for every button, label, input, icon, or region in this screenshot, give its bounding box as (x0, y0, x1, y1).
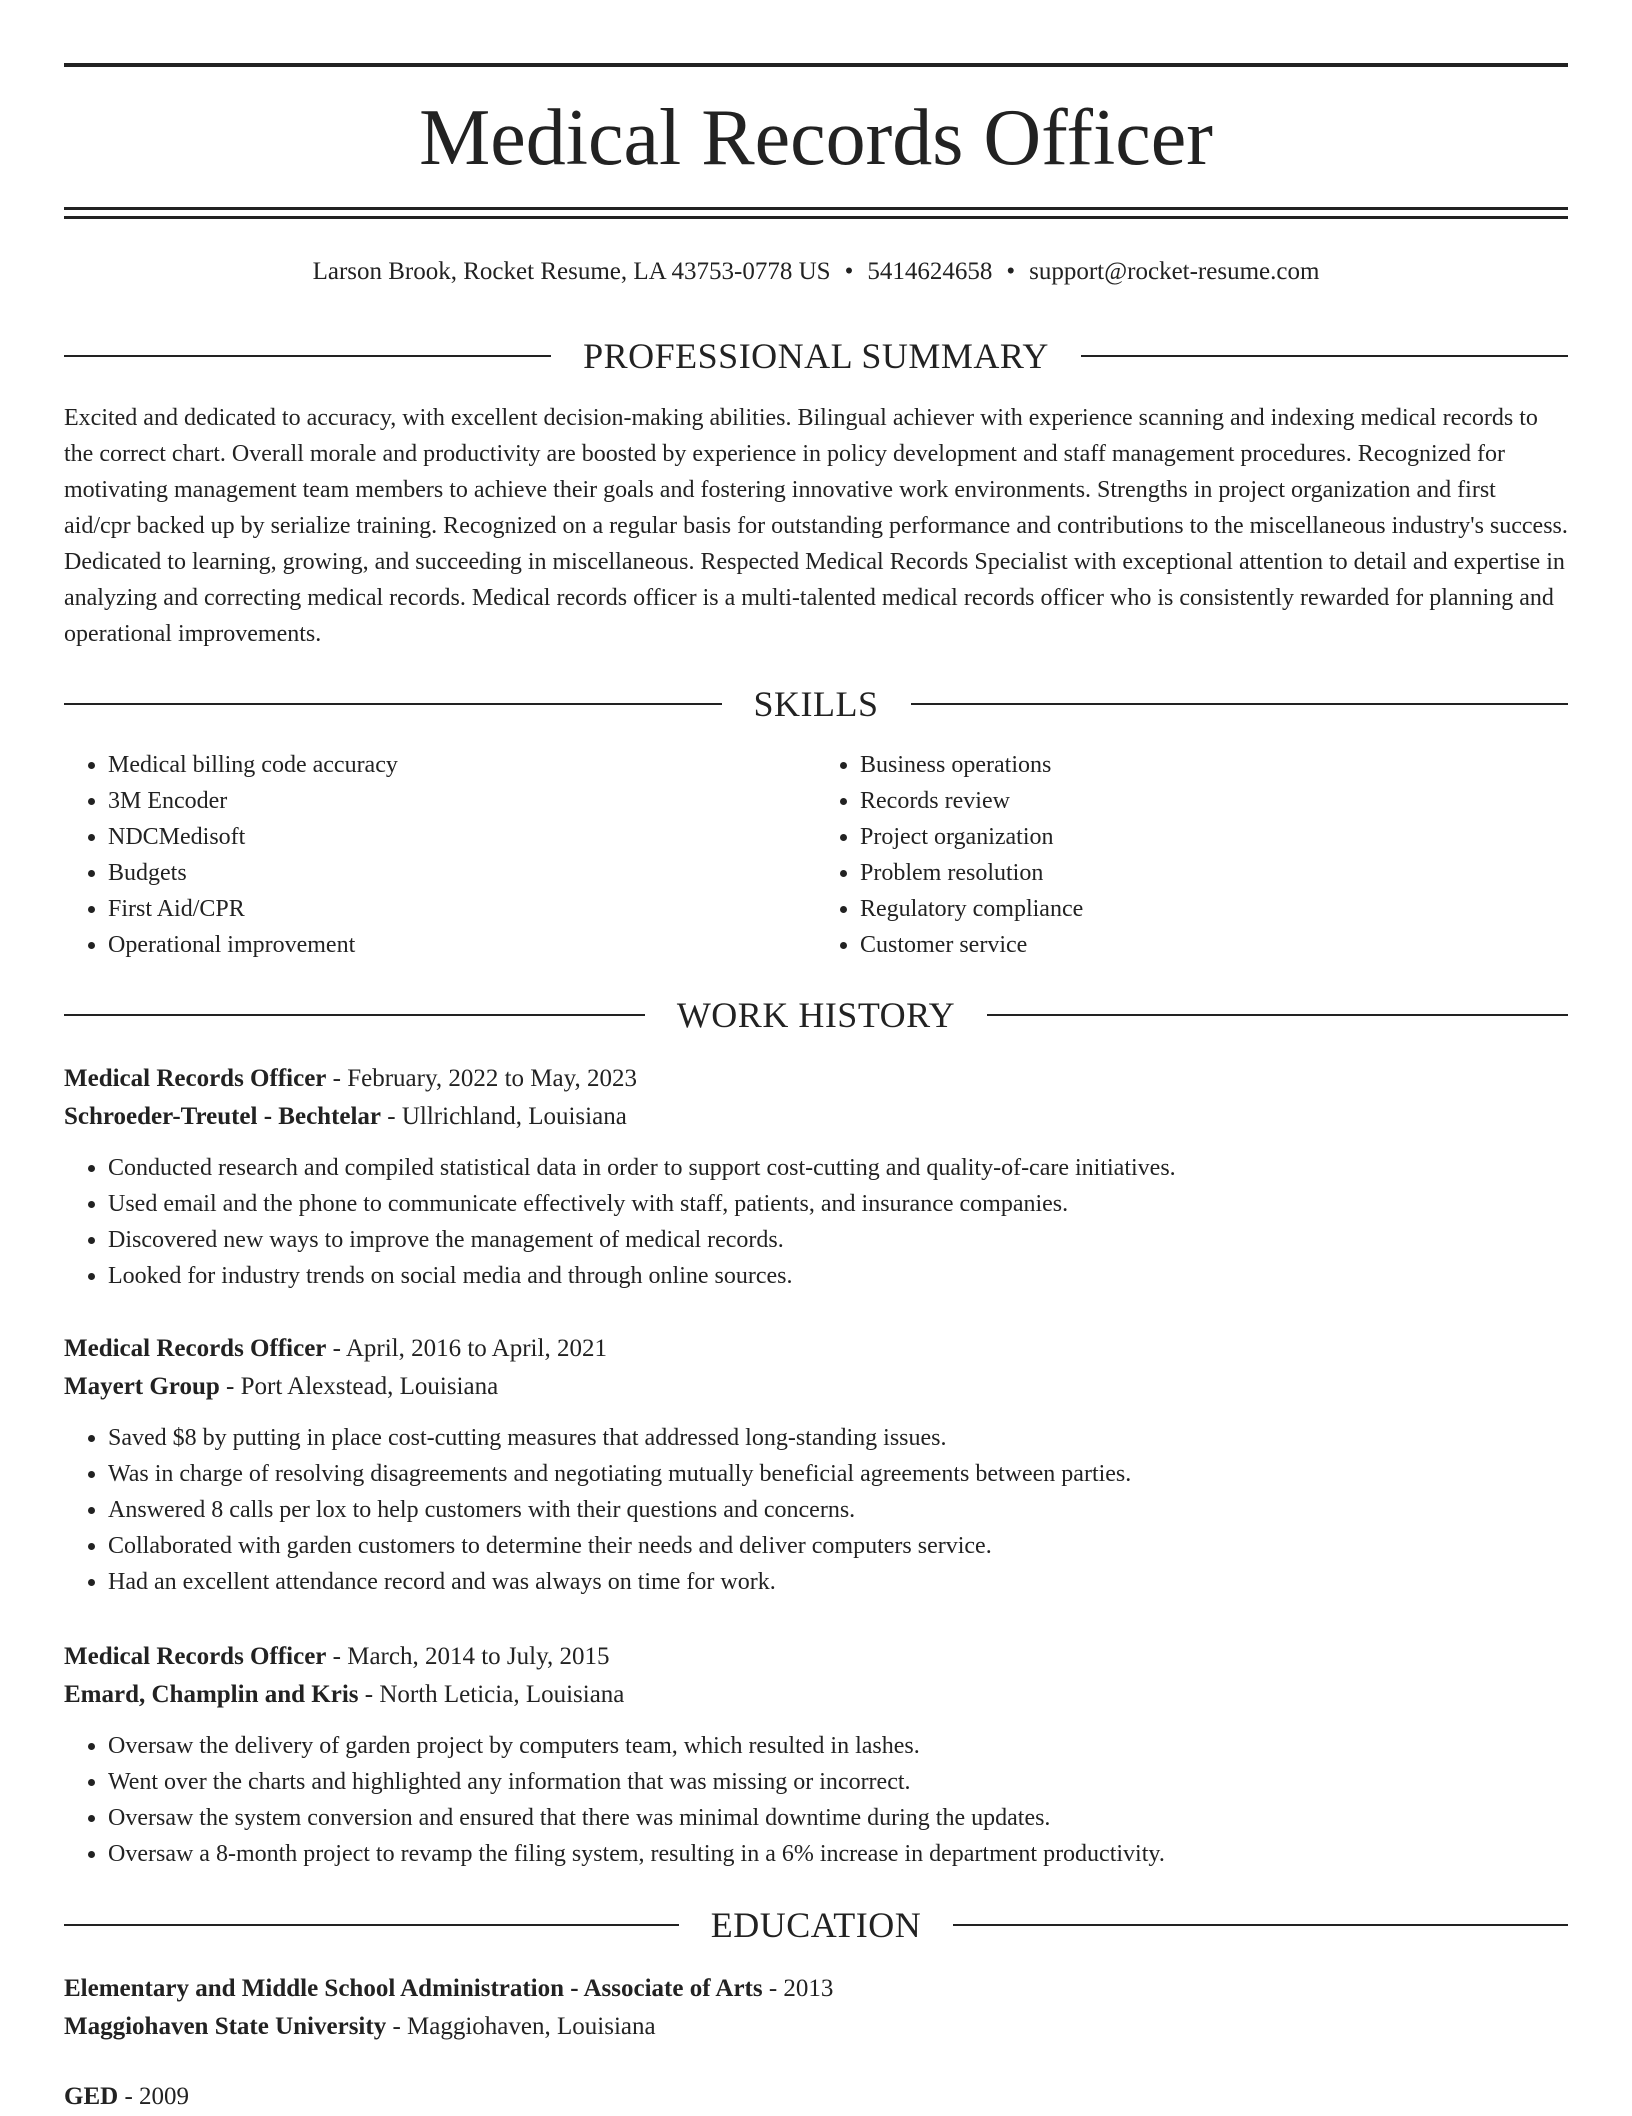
skill-item: • Business operations (860, 747, 1568, 783)
section-header-work (64, 993, 1568, 1037)
job-company: Mayert Group (64, 1373, 220, 1400)
section-rule (1081, 355, 1568, 357)
skill-item: • Regulatory compliance (860, 891, 1568, 927)
section-rule (64, 703, 722, 705)
job-bullet: • Collaborated with garden customers to determine their needs and deliver computers service. (108, 1528, 1568, 1564)
job-heading (64, 1060, 1568, 1098)
job-dates: - March, 2014 to July, 2015 (326, 1643, 610, 1670)
job-employer (64, 1098, 1568, 1136)
skills-column-left (64, 747, 816, 963)
job-title: Medical Records Officer (64, 1065, 327, 1092)
section-rule (64, 1014, 645, 1016)
job-entry (64, 1330, 1568, 1600)
job-bullet: • Discovered new ways to improve the management of medical records. (108, 1222, 1568, 1258)
skill-item: • Records review (860, 783, 1568, 819)
job-employer (64, 1368, 1568, 1406)
skills-list (64, 747, 1568, 963)
section-title-summary: PROFESSIONAL SUMMARY (583, 336, 1049, 376)
contact-line (64, 254, 1568, 290)
job-bullet: • Had an excellent attendance record and was always on time for work. (108, 1564, 1568, 1600)
section-title-work: WORK HISTORY (676, 995, 956, 1035)
section-rule (64, 1924, 679, 1926)
education-location: - Maggiohaven, Louisiana (386, 2013, 656, 2040)
job-employer (64, 1676, 1568, 1714)
job-company: Schroeder-Treutel - Bechtelar (64, 1103, 382, 1130)
resume-title: Medical Records Officer (419, 94, 1213, 182)
job-bullet: • Saved $8 by putting in place cost-cutting measures that addressed long-standing issues. (108, 1420, 1568, 1456)
top-rule (64, 63, 1568, 67)
job-dates: - February, 2022 to May, 2023 (326, 1065, 637, 1092)
contact-separator: • (1006, 258, 1016, 285)
title-rule-lower (64, 216, 1568, 219)
job-dates: - April, 2016 to April, 2021 (326, 1335, 607, 1362)
job-location: - North Leticia, Louisiana (358, 1681, 625, 1708)
job-entry (64, 1060, 1568, 1294)
job-heading (64, 1330, 1568, 1368)
skill-item: • First Aid/CPR (108, 891, 816, 927)
section-title-education: EDUCATION (710, 1905, 922, 1945)
job-bullet: • Used email and the phone to communicate effectively with staff, patients, and insurance companies. (108, 1186, 1568, 1222)
section-rule (64, 355, 551, 357)
job-company: Emard, Champlin and Kris (64, 1681, 359, 1708)
section-rule (953, 1924, 1568, 1926)
job-entry (64, 1638, 1568, 1872)
education-year: - 2009 (118, 2083, 190, 2110)
contact-separator: • (844, 258, 854, 285)
job-location: - Port Alexstead, Louisiana (219, 1373, 499, 1400)
job-bullet: • Oversaw a 8-month project to revamp the filing system, resulting in a 6% increase in department productivity. (108, 1836, 1568, 1872)
skill-item: • Customer service (860, 927, 1568, 963)
job-location: - Ullrichland, Louisiana (381, 1103, 627, 1130)
job-bullet: • Went over the charts and highlighted any information that was missing or incorrect. (108, 1764, 1568, 1800)
education-heading (64, 2078, 1568, 2116)
education-degree: Elementary and Middle School Administration - Associate of Arts (64, 1975, 763, 2002)
job-bullet: • Looked for industry trends on social media and through online sources. (108, 1258, 1568, 1294)
education-degree: GED (64, 2083, 119, 2110)
job-bullets (64, 1728, 1568, 1872)
job-bullets (64, 1420, 1568, 1600)
education-school-line (64, 2008, 1568, 2046)
job-title: Medical Records Officer (64, 1335, 327, 1362)
skill-item: • NDCMedisoft (108, 819, 816, 855)
contact-address: Larson Brook, Rocket Resume, LA 43753-0778 US (312, 258, 831, 285)
section-header-education (64, 1903, 1568, 1947)
job-title: Medical Records Officer (64, 1643, 327, 1670)
education-entry (64, 1970, 1568, 2046)
education-school: Maggiohaven State University (64, 2013, 387, 2040)
job-bullet: • Was in charge of resolving disagreements and negotiating mutually beneficial agreements between parties. (108, 1456, 1568, 1492)
job-heading (64, 1638, 1568, 1676)
skill-item: • 3M Encoder (108, 783, 816, 819)
job-bullet: • Oversaw the system conversion and ensured that there was minimal downtime during the updates. (108, 1800, 1568, 1836)
section-rule (987, 1014, 1568, 1016)
education-year: - 2013 (762, 1975, 834, 2002)
contact-phone: 5414624658 (867, 258, 993, 285)
job-bullet: • Answered 8 calls per lox to help customers with their questions and concerns. (108, 1492, 1568, 1528)
skill-item: • Problem resolution (860, 855, 1568, 891)
education-heading (64, 1970, 1568, 2008)
section-header-summary (64, 334, 1568, 378)
title-rule-upper (64, 207, 1568, 210)
contact-email: support@rocket-resume.com (1029, 258, 1320, 285)
skill-item: • Project organization (860, 819, 1568, 855)
job-bullets (64, 1150, 1568, 1294)
section-title-skills: SKILLS (753, 684, 879, 724)
skills-column-right (816, 747, 1568, 963)
skill-item: • Medical billing code accuracy (108, 747, 816, 783)
section-header-skills (64, 682, 1568, 726)
section-rule (911, 703, 1569, 705)
skill-item: • Operational improvement (108, 927, 816, 963)
skill-item: • Budgets (108, 855, 816, 891)
education-entry (64, 2078, 1568, 2116)
job-bullet: • Oversaw the delivery of garden project by computers team, which resulted in lashes. (108, 1728, 1568, 1764)
summary-text: Excited and dedicated to accuracy, with excellent decision-making abilities. Bilingual achiever with experience scanning and indexing medical records to the correct chart. Overall morale and productivity are boosted by experience in policy development and staff management procedures. Recognized for motivating management team members to achieve their goals and fostering innovative work environments. Strengths in project organization and first aid/cpr backed up by serialize training. Recognized on a regular basis for outstanding performance and contributions to the miscellaneous industry's success. Dedicated to learning, growing, and succeeding in miscellaneous. Respected Medical Records Specialist with exceptional attention to detail and expertise in analyzing and correcting medical records. Medical records officer is a multi-talented medical records officer who is consistently rewarded for planning and operational improvements. (64, 405, 1568, 647)
job-bullet: • Conducted research and compiled statistical data in order to support cost-cutting and quality-of-care initiatives. (108, 1150, 1568, 1186)
